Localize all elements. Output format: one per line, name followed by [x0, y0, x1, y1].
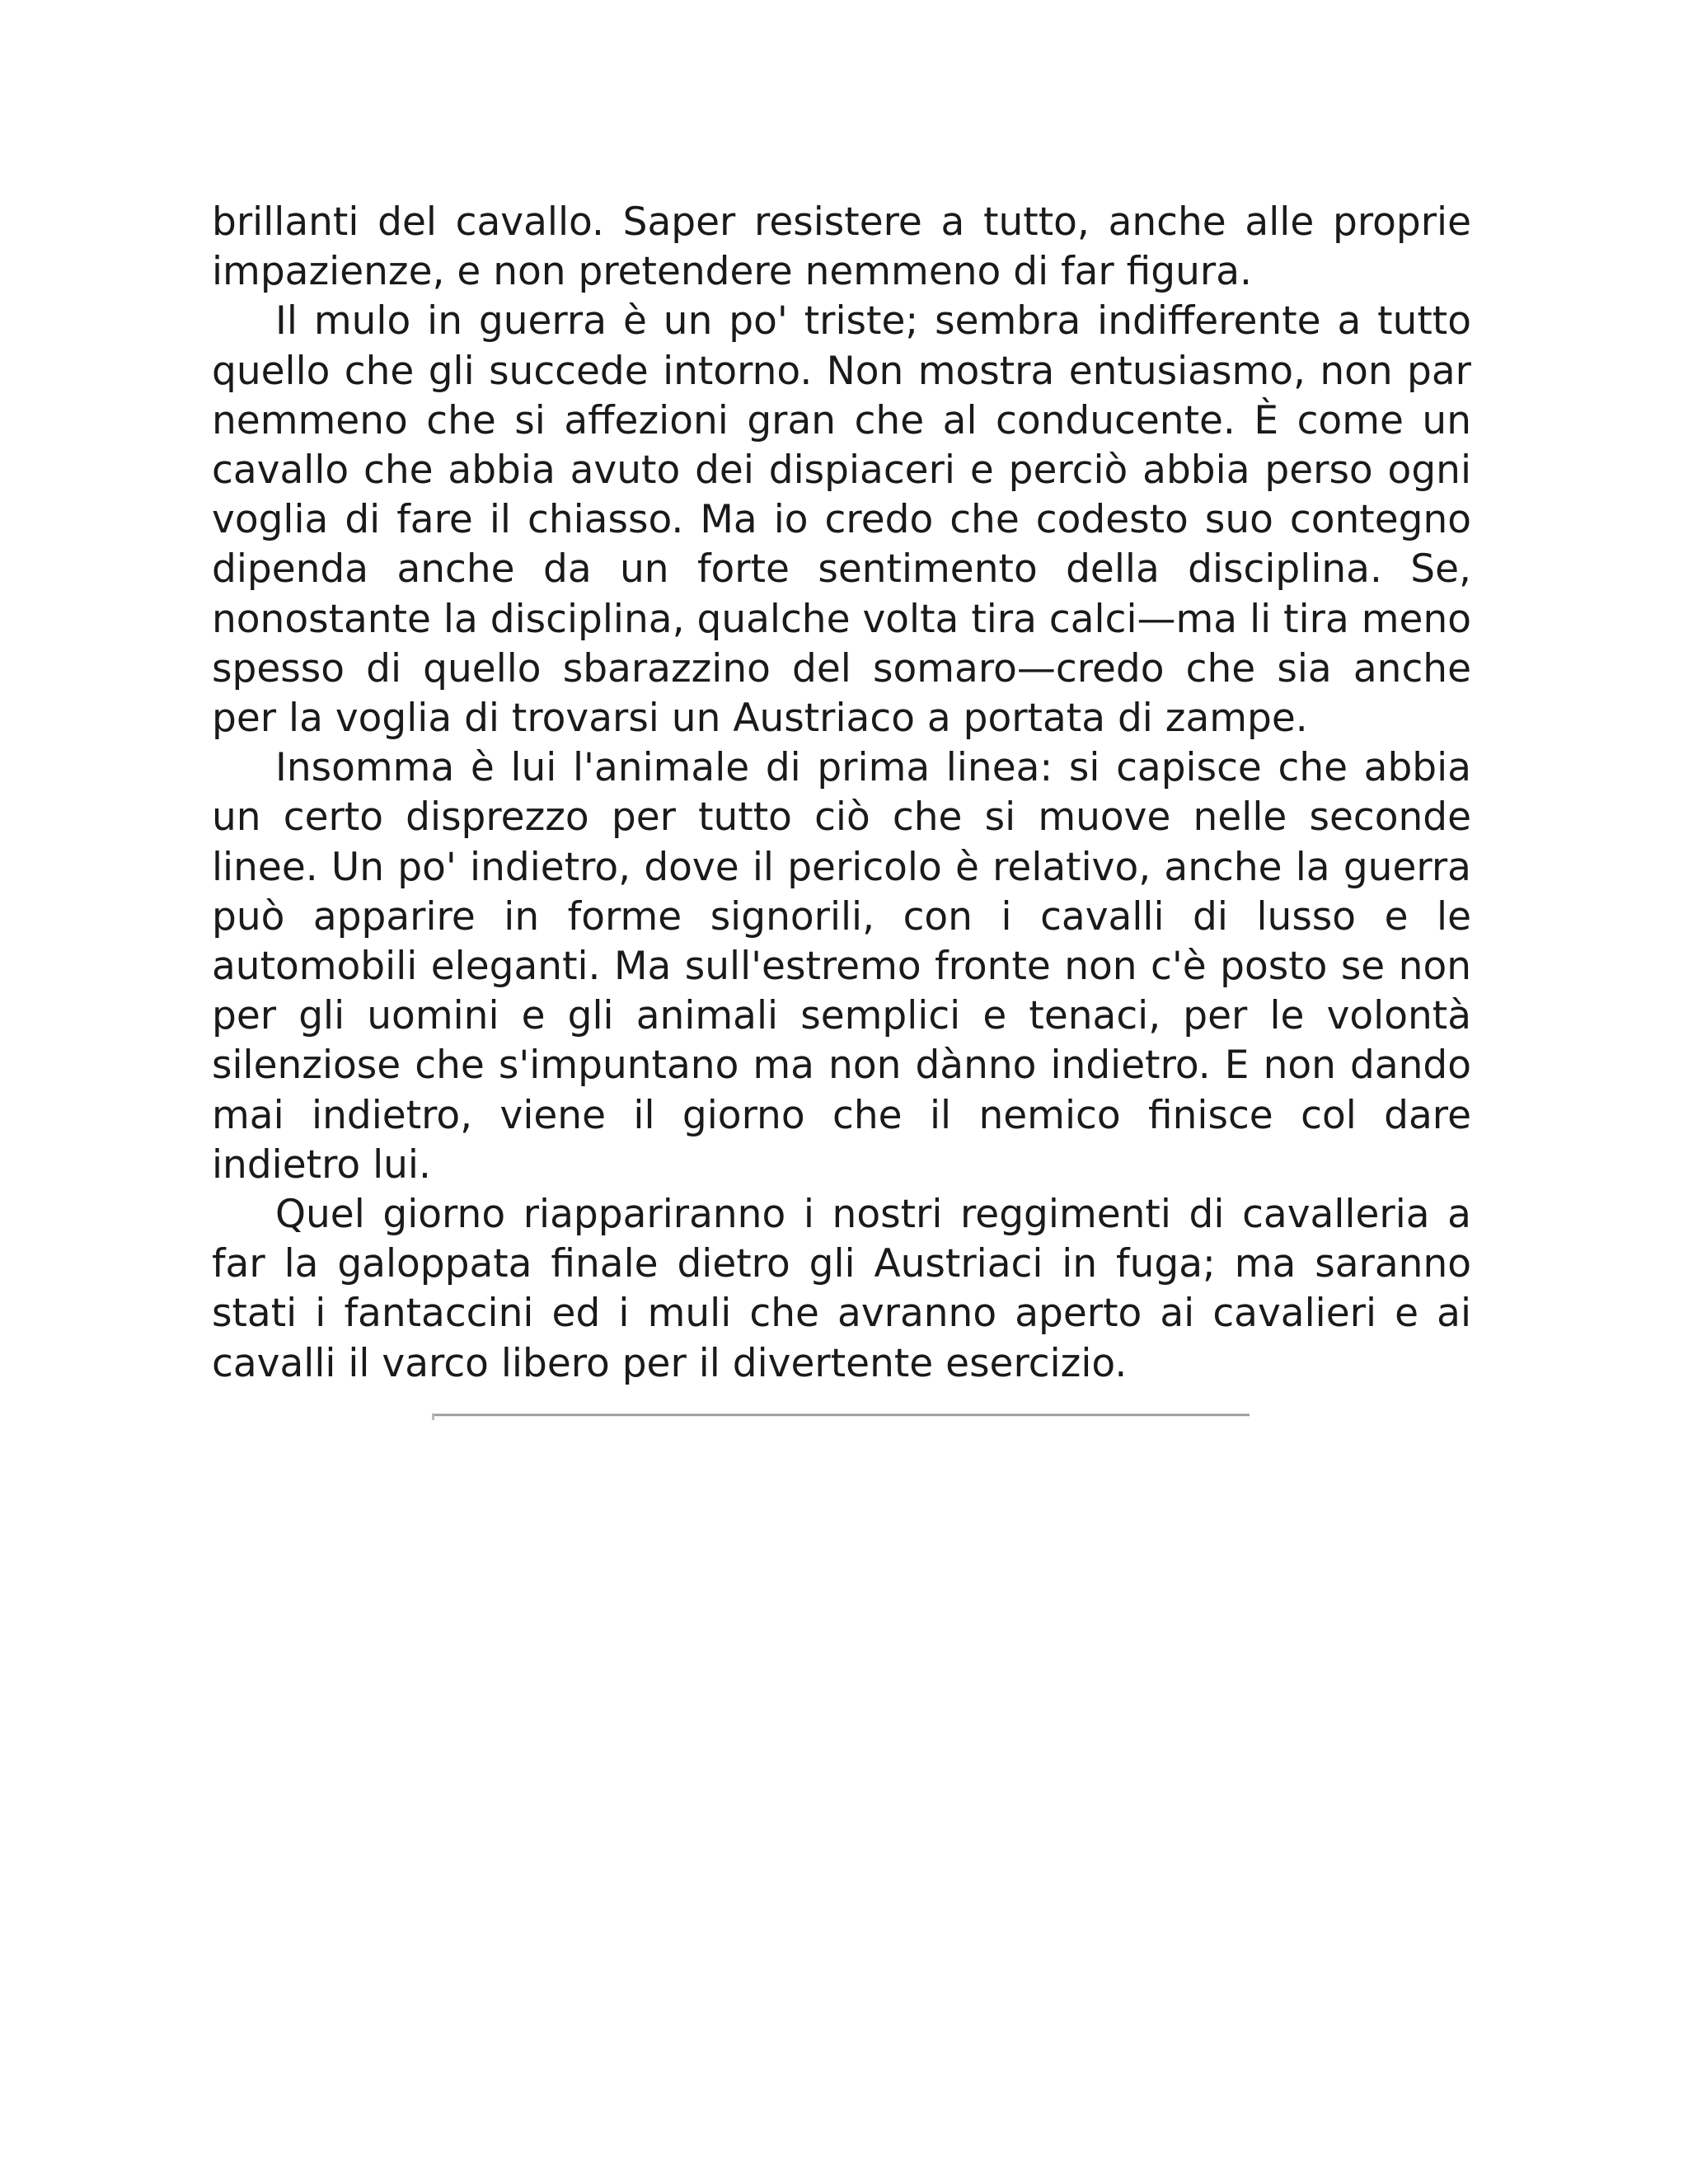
- horizontal-rule-end-shade: [432, 1413, 434, 1420]
- horizontal-rule: [432, 1413, 1250, 1417]
- paragraph-mulo-in-guerra: Il mulo in guerra è un po' triste; sembra indifferente a tutto quello che gli succede intorno. Non mostra entusiasmo, non par nemmeno che si affezioni gran che al conducente. È come un cavallo che abbia avuto dei dispiaceri e perciò abbia perso ogni voglia di fare il chiasso. Ma io credo che codesto suo contegno dipenda anche da un forte sentimento della disciplina. Se, nonostante la disciplina, qualche volta tira calci—ma li tira meno spesso di quello sbarazzino del somaro—credo che sia anche per la voglia di trovarsi un Austriaco a portata di zampe.: [212, 298, 1471, 742]
- paragraph-quel-giorno: Quel giorno riappariranno i nostri reggimenti di cavalleria a far la galoppata finale dietro gli Austriaci in fuga; ma saranno stati i fantaccini ed i muli che avranno aperto ai cavalieri e ai cavalli il varco libero per il divertente esercizio.: [212, 1192, 1471, 1386]
- paragraph-prima-linea: Insomma è lui l'animale di prima linea: si capisce che abbia un certo disprezzo per tutto ciò che si muove nelle seconde linee. Un po' indietro, dove il pericolo è relativo, anche la guerra può apparire in forme signorili, con i cavalli di lusso e le automobili eleganti. Ma sull'estremo fronte non c'è posto se non per gli uomini e gli animali semplici e tenaci, per le volontà silenziose che s'impuntano ma non dànno indietro. E non dando mai indietro, viene il giorno che il nemico finisce col dare indietro lui.: [212, 745, 1471, 1188]
- paragraph-continuation: brillanti del cavallo. Saper resistere a tutto, anche alle proprie impazienze, e non pretendere nemmeno di far figura.: [212, 199, 1471, 295]
- body-text: [212, 198, 1471, 1389]
